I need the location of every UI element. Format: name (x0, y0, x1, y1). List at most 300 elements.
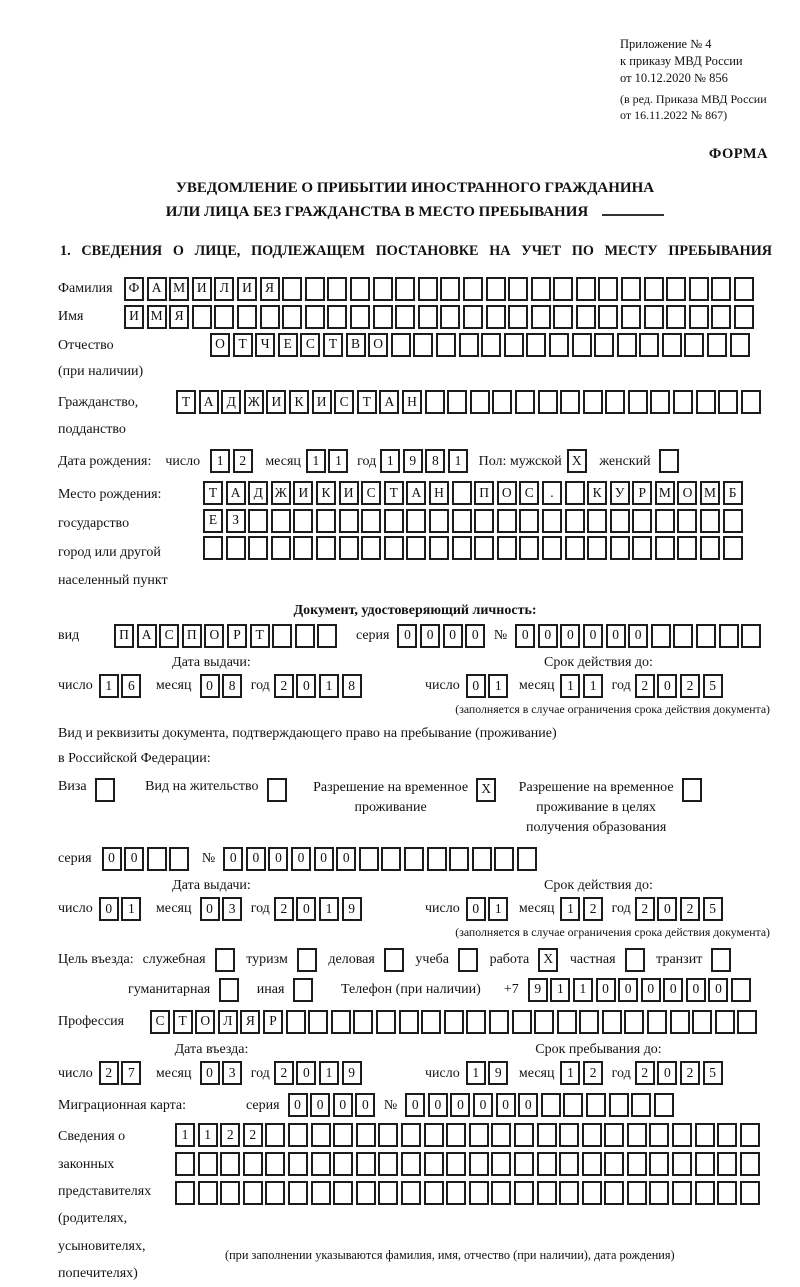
char-box-empty[interactable] (731, 978, 751, 1002)
char-box-empty[interactable] (459, 333, 479, 357)
char-box-empty[interactable] (734, 305, 754, 329)
char-box-empty[interactable] (576, 277, 596, 301)
char-box-empty[interactable] (711, 305, 731, 329)
char-box-filled[interactable]: 2 (635, 897, 655, 921)
char-box-filled[interactable]: 0 (708, 978, 728, 1002)
char-box-filled[interactable]: И (124, 305, 144, 329)
char-box-empty[interactable] (481, 333, 501, 357)
char-box-empty[interactable] (327, 305, 347, 329)
char-box-empty[interactable] (682, 778, 702, 802)
char-box-filled[interactable]: 2 (680, 674, 700, 698)
char-box-filled[interactable]: 0 (657, 1061, 677, 1085)
char-box-empty[interactable] (737, 1010, 757, 1034)
char-box-empty[interactable] (413, 333, 433, 357)
char-box-filled[interactable]: С (300, 333, 320, 357)
char-box-empty[interactable] (424, 1181, 444, 1205)
char-box-empty[interactable] (192, 305, 212, 329)
char-box-filled[interactable]: 3 (222, 897, 242, 921)
char-box-filled[interactable]: 0 (450, 1093, 470, 1117)
char-box-empty[interactable] (515, 390, 535, 414)
char-box-filled[interactable]: 1 (466, 1061, 486, 1085)
char-box-filled[interactable]: 1 (319, 674, 339, 698)
char-box-empty[interactable] (243, 1181, 263, 1205)
char-box-empty[interactable] (494, 847, 514, 871)
char-box-filled[interactable]: 2 (220, 1123, 240, 1147)
char-box-empty[interactable] (378, 1152, 398, 1176)
char-box-filled[interactable]: 0 (606, 624, 626, 648)
char-box-empty[interactable] (288, 1152, 308, 1176)
char-box-filled[interactable]: 0 (618, 978, 638, 1002)
char-box-empty[interactable] (538, 390, 558, 414)
char-box-empty[interactable] (531, 277, 551, 301)
char-box-empty[interactable] (579, 1010, 599, 1034)
char-box-empty[interactable] (526, 333, 546, 357)
char-box-filled[interactable]: 2 (680, 897, 700, 921)
char-box-empty[interactable] (404, 847, 424, 871)
char-box-filled[interactable]: З (226, 509, 246, 533)
char-box-empty[interactable] (586, 1093, 606, 1117)
char-box-empty[interactable] (219, 978, 239, 1002)
char-box-filled[interactable]: 2 (243, 1123, 263, 1147)
char-box-filled[interactable]: 0 (686, 978, 706, 1002)
char-box-empty[interactable] (602, 1010, 622, 1034)
char-box-filled[interactable]: Д (221, 390, 241, 414)
char-box-filled[interactable]: 2 (635, 1061, 655, 1085)
char-box-empty[interactable] (670, 1010, 690, 1034)
char-box-empty[interactable] (248, 536, 268, 560)
char-box-empty[interactable] (695, 1181, 715, 1205)
char-box-empty[interactable] (406, 536, 426, 560)
char-box-empty[interactable] (175, 1181, 195, 1205)
char-box-empty[interactable] (649, 1123, 669, 1147)
char-box-empty[interactable] (350, 305, 370, 329)
char-box-filled[interactable]: 0 (336, 847, 356, 871)
char-box-empty[interactable] (384, 948, 404, 972)
char-box-filled[interactable]: 5 (703, 674, 723, 698)
char-box-empty[interactable] (684, 333, 704, 357)
char-box-empty[interactable] (605, 390, 625, 414)
char-box-empty[interactable] (316, 509, 336, 533)
char-box-empty[interactable] (604, 1181, 624, 1205)
char-box-empty[interactable] (514, 1152, 534, 1176)
char-box-filled[interactable]: О (368, 333, 388, 357)
char-box-empty[interactable] (625, 948, 645, 972)
char-box-empty[interactable] (534, 1010, 554, 1034)
char-box-empty[interactable] (418, 305, 438, 329)
char-box-empty[interactable] (373, 305, 393, 329)
char-box-empty[interactable] (305, 277, 325, 301)
char-box-filled[interactable]: Ф (124, 277, 144, 301)
char-box-empty[interactable] (610, 536, 630, 560)
char-box-empty[interactable] (741, 390, 761, 414)
char-box-empty[interactable] (333, 1181, 353, 1205)
char-box-empty[interactable] (559, 1152, 579, 1176)
char-box-filled[interactable]: X (567, 449, 587, 473)
char-box-filled[interactable]: А (147, 277, 167, 301)
char-box-filled[interactable]: 6 (121, 674, 141, 698)
char-box-filled[interactable]: 0 (465, 624, 485, 648)
char-box-filled[interactable]: 8 (425, 449, 445, 473)
char-box-empty[interactable] (649, 1181, 669, 1205)
char-box-empty[interactable] (418, 277, 438, 301)
char-box-empty[interactable] (627, 1123, 647, 1147)
char-box-empty[interactable] (399, 1010, 419, 1034)
char-box-empty[interactable] (504, 333, 524, 357)
char-box-filled[interactable]: 3 (222, 1061, 242, 1085)
char-box-filled[interactable]: И (312, 390, 332, 414)
char-box-empty[interactable] (474, 536, 494, 560)
char-box-empty[interactable] (203, 536, 223, 560)
char-box-filled[interactable]: 9 (528, 978, 548, 1002)
char-box-empty[interactable] (361, 536, 381, 560)
char-box-empty[interactable] (582, 1152, 602, 1176)
char-box-filled[interactable]: М (655, 481, 675, 505)
char-box-filled[interactable]: X (538, 948, 558, 972)
char-box-filled[interactable]: 1 (121, 897, 141, 921)
char-box-empty[interactable] (444, 1010, 464, 1034)
char-box-empty[interactable] (576, 305, 596, 329)
char-box-filled[interactable]: 1 (306, 449, 326, 473)
char-box-filled[interactable]: 0 (200, 897, 220, 921)
char-box-empty[interactable] (559, 1123, 579, 1147)
char-box-filled[interactable]: И (192, 277, 212, 301)
char-box-empty[interactable] (740, 1152, 760, 1176)
char-box-filled[interactable]: Т (384, 481, 404, 505)
char-box-filled[interactable]: Ж (271, 481, 291, 505)
char-box-empty[interactable] (563, 1093, 583, 1117)
char-box-empty[interactable] (339, 536, 359, 560)
char-box-empty[interactable] (353, 1010, 373, 1034)
char-box-filled[interactable]: 0 (560, 624, 580, 648)
char-box-filled[interactable]: Е (203, 509, 223, 533)
char-box-empty[interactable] (272, 624, 292, 648)
char-box-filled[interactable]: С (150, 1010, 170, 1034)
char-box-filled[interactable]: 0 (397, 624, 417, 648)
char-box-empty[interactable] (463, 277, 483, 301)
char-box-filled[interactable]: Я (260, 277, 280, 301)
char-box-empty[interactable] (237, 305, 257, 329)
char-box-empty[interactable] (508, 305, 528, 329)
char-box-empty[interactable] (395, 305, 415, 329)
char-box-empty[interactable] (339, 509, 359, 533)
char-box-empty[interactable] (147, 847, 167, 871)
char-box-filled[interactable]: Р (632, 481, 652, 505)
char-box-filled[interactable]: Т (250, 624, 270, 648)
char-box-filled[interactable]: 0 (223, 847, 243, 871)
char-box-filled[interactable]: Т (176, 390, 196, 414)
char-box-filled[interactable]: Т (323, 333, 343, 357)
char-box-empty[interactable] (672, 1123, 692, 1147)
char-box-empty[interactable] (677, 536, 697, 560)
char-box-empty[interactable] (356, 1123, 376, 1147)
char-box-filled[interactable]: Я (169, 305, 189, 329)
char-box-empty[interactable] (537, 1152, 557, 1176)
char-box-empty[interactable] (662, 333, 682, 357)
char-box-empty[interactable] (692, 1010, 712, 1034)
char-box-empty[interactable] (198, 1152, 218, 1176)
char-box-empty[interactable] (673, 390, 693, 414)
char-box-filled[interactable]: 8 (222, 674, 242, 698)
char-box-empty[interactable] (215, 948, 235, 972)
char-box-empty[interactable] (469, 1123, 489, 1147)
char-box-empty[interactable] (598, 277, 618, 301)
char-box-empty[interactable] (327, 277, 347, 301)
char-box-empty[interactable] (446, 1181, 466, 1205)
char-box-filled[interactable]: 0 (538, 624, 558, 648)
char-box-empty[interactable] (401, 1181, 421, 1205)
char-box-empty[interactable] (308, 1010, 328, 1034)
char-box-filled[interactable]: 7 (121, 1061, 141, 1085)
char-box-filled[interactable]: 1 (319, 1061, 339, 1085)
char-box-empty[interactable] (572, 333, 592, 357)
char-box-filled[interactable]: 2 (233, 449, 253, 473)
char-box-empty[interactable] (632, 509, 652, 533)
char-box-empty[interactable] (565, 481, 585, 505)
char-box-empty[interactable] (723, 509, 743, 533)
char-box-empty[interactable] (424, 1152, 444, 1176)
char-box-empty[interactable] (508, 277, 528, 301)
char-box-empty[interactable] (740, 1123, 760, 1147)
char-box-filled[interactable]: А (406, 481, 426, 505)
char-box-empty[interactable] (440, 305, 460, 329)
char-box-empty[interactable] (594, 333, 614, 357)
char-box-filled[interactable]: 0 (443, 624, 463, 648)
char-box-empty[interactable] (395, 277, 415, 301)
char-box-empty[interactable] (700, 536, 720, 560)
char-box-empty[interactable] (598, 305, 618, 329)
char-box-filled[interactable]: 0 (420, 624, 440, 648)
char-box-empty[interactable] (169, 847, 189, 871)
char-box-empty[interactable] (621, 305, 641, 329)
char-box-empty[interactable] (553, 305, 573, 329)
char-box-empty[interactable] (649, 1152, 669, 1176)
char-box-filled[interactable]: 9 (342, 1061, 362, 1085)
char-box-empty[interactable] (214, 305, 234, 329)
char-box-empty[interactable] (672, 1152, 692, 1176)
char-box-empty[interactable] (447, 390, 467, 414)
char-box-empty[interactable] (627, 1181, 647, 1205)
char-box-empty[interactable] (175, 1152, 195, 1176)
char-box-filled[interactable]: А (226, 481, 246, 505)
char-box-empty[interactable] (220, 1152, 240, 1176)
char-box-filled[interactable]: 0 (200, 674, 220, 698)
char-box-filled[interactable]: 9 (342, 897, 362, 921)
char-box-empty[interactable] (384, 509, 404, 533)
char-box-filled[interactable]: 0 (496, 1093, 516, 1117)
char-box-empty[interactable] (446, 1123, 466, 1147)
char-box-empty[interactable] (305, 305, 325, 329)
char-box-filled[interactable]: Б (723, 481, 743, 505)
char-box-empty[interactable] (582, 1123, 602, 1147)
char-box-filled[interactable]: 1 (319, 897, 339, 921)
char-box-empty[interactable] (466, 1010, 486, 1034)
char-box-empty[interactable] (260, 305, 280, 329)
char-box-empty[interactable] (226, 536, 246, 560)
char-box-filled[interactable]: 0 (628, 624, 648, 648)
char-box-empty[interactable] (317, 624, 337, 648)
char-box-empty[interactable] (715, 1010, 735, 1034)
char-box-filled[interactable]: М (169, 277, 189, 301)
char-box-filled[interactable]: И (293, 481, 313, 505)
char-box-filled[interactable]: 0 (268, 847, 288, 871)
char-box-filled[interactable]: 0 (296, 674, 316, 698)
char-box-filled[interactable]: 0 (102, 847, 122, 871)
char-box-empty[interactable] (458, 948, 478, 972)
char-box-filled[interactable]: С (159, 624, 179, 648)
char-box-empty[interactable] (286, 1010, 306, 1034)
char-box-filled[interactable]: 0 (641, 978, 661, 1002)
char-box-empty[interactable] (333, 1123, 353, 1147)
char-box-empty[interactable] (651, 624, 671, 648)
char-box-filled[interactable]: П (114, 624, 134, 648)
char-box-empty[interactable] (717, 1123, 737, 1147)
char-box-empty[interactable] (644, 277, 664, 301)
char-box-empty[interactable] (492, 390, 512, 414)
char-box-empty[interactable] (541, 1093, 561, 1117)
char-box-empty[interactable] (647, 1010, 667, 1034)
char-box-empty[interactable] (565, 509, 585, 533)
char-box-empty[interactable] (604, 1123, 624, 1147)
char-box-empty[interactable] (469, 1181, 489, 1205)
char-box-filled[interactable]: 1 (198, 1123, 218, 1147)
char-box-filled[interactable]: 2 (680, 1061, 700, 1085)
char-box-empty[interactable] (474, 509, 494, 533)
char-box-filled[interactable]: И (237, 277, 257, 301)
char-box-empty[interactable] (666, 277, 686, 301)
char-box-filled[interactable]: X (476, 778, 496, 802)
char-box-filled[interactable]: 0 (583, 624, 603, 648)
char-box-filled[interactable]: П (182, 624, 202, 648)
char-box-empty[interactable] (719, 624, 739, 648)
char-box-empty[interactable] (220, 1181, 240, 1205)
char-box-empty[interactable] (655, 536, 675, 560)
char-box-empty[interactable] (267, 778, 287, 802)
char-box-empty[interactable] (644, 305, 664, 329)
char-box-empty[interactable] (391, 333, 411, 357)
char-box-empty[interactable] (717, 1181, 737, 1205)
char-box-empty[interactable] (695, 1123, 715, 1147)
char-box-filled[interactable]: Ж (244, 390, 264, 414)
char-box-filled[interactable]: 2 (274, 674, 294, 698)
char-box-empty[interactable] (295, 624, 315, 648)
char-box-empty[interactable] (741, 624, 761, 648)
char-box-empty[interactable] (553, 277, 573, 301)
char-box-empty[interactable] (582, 1181, 602, 1205)
char-box-filled[interactable]: 0 (515, 624, 535, 648)
char-box-empty[interactable] (696, 624, 716, 648)
char-box-filled[interactable]: Н (429, 481, 449, 505)
char-box-filled[interactable]: К (289, 390, 309, 414)
char-box-filled[interactable]: О (204, 624, 224, 648)
char-box-filled[interactable]: 1 (488, 897, 508, 921)
char-box-empty[interactable] (243, 1152, 263, 1176)
char-box-filled[interactable]: 0 (246, 847, 266, 871)
char-box-empty[interactable] (491, 1181, 511, 1205)
char-box-filled[interactable]: 0 (473, 1093, 493, 1117)
char-box-empty[interactable] (537, 1123, 557, 1147)
char-box-empty[interactable] (316, 536, 336, 560)
char-box-empty[interactable] (627, 1152, 647, 1176)
char-box-empty[interactable] (293, 536, 313, 560)
char-box-empty[interactable] (730, 333, 750, 357)
char-box-filled[interactable]: 2 (635, 674, 655, 698)
char-box-filled[interactable]: 5 (703, 1061, 723, 1085)
char-box-filled[interactable]: Н (402, 390, 422, 414)
char-box-empty[interactable] (293, 978, 313, 1002)
char-box-empty[interactable] (689, 305, 709, 329)
char-box-filled[interactable]: А (199, 390, 219, 414)
char-box-filled[interactable]: Д (248, 481, 268, 505)
char-box-filled[interactable]: И (339, 481, 359, 505)
char-box-filled[interactable]: П (474, 481, 494, 505)
char-box-empty[interactable] (689, 277, 709, 301)
char-box-empty[interactable] (381, 847, 401, 871)
char-box-filled[interactable]: 1 (328, 449, 348, 473)
char-box-empty[interactable] (288, 1123, 308, 1147)
char-box-empty[interactable] (421, 1010, 441, 1034)
char-box-empty[interactable] (659, 449, 679, 473)
char-box-empty[interactable] (452, 481, 472, 505)
char-box-empty[interactable] (711, 277, 731, 301)
char-box-empty[interactable] (293, 509, 313, 533)
char-box-empty[interactable] (707, 333, 727, 357)
char-box-empty[interactable] (519, 536, 539, 560)
char-box-empty[interactable] (557, 1010, 577, 1034)
char-box-filled[interactable]: О (210, 333, 230, 357)
char-box-filled[interactable]: 0 (355, 1093, 375, 1117)
char-box-filled[interactable]: 1 (560, 897, 580, 921)
char-box-empty[interactable] (311, 1123, 331, 1147)
char-box-empty[interactable] (650, 390, 670, 414)
char-box-empty[interactable] (463, 305, 483, 329)
char-box-empty[interactable] (446, 1152, 466, 1176)
char-box-filled[interactable]: 0 (291, 847, 311, 871)
char-box-empty[interactable] (559, 1181, 579, 1205)
char-box-filled[interactable]: 2 (274, 897, 294, 921)
char-box-empty[interactable] (378, 1181, 398, 1205)
char-box-empty[interactable] (469, 1152, 489, 1176)
char-box-filled[interactable]: 2 (99, 1061, 119, 1085)
char-box-empty[interactable] (265, 1152, 285, 1176)
char-box-filled[interactable]: Я (240, 1010, 260, 1034)
char-box-filled[interactable]: Л (218, 1010, 238, 1034)
char-box-empty[interactable] (512, 1010, 532, 1034)
char-box-filled[interactable]: 0 (466, 897, 486, 921)
char-box-filled[interactable]: М (700, 481, 720, 505)
char-box-filled[interactable]: 0 (657, 897, 677, 921)
char-box-filled[interactable]: В (346, 333, 366, 357)
char-box-empty[interactable] (333, 1152, 353, 1176)
char-box-empty[interactable] (514, 1181, 534, 1205)
char-box-filled[interactable]: Т (203, 481, 223, 505)
char-box-empty[interactable] (632, 536, 652, 560)
char-box-filled[interactable]: М (147, 305, 167, 329)
char-box-filled[interactable]: 0 (657, 674, 677, 698)
char-box-filled[interactable]: О (497, 481, 517, 505)
char-box-filled[interactable]: Ч (255, 333, 275, 357)
char-box-filled[interactable]: 0 (296, 1061, 316, 1085)
char-box-empty[interactable] (356, 1152, 376, 1176)
char-box-empty[interactable] (621, 277, 641, 301)
char-box-filled[interactable]: 9 (403, 449, 423, 473)
char-box-filled[interactable]: С (519, 481, 539, 505)
char-box-filled[interactable]: С (361, 481, 381, 505)
char-box-empty[interactable] (497, 509, 517, 533)
char-box-empty[interactable] (514, 1123, 534, 1147)
char-box-empty[interactable] (424, 1123, 444, 1147)
char-box-empty[interactable] (406, 509, 426, 533)
char-box-filled[interactable]: Т (173, 1010, 193, 1034)
